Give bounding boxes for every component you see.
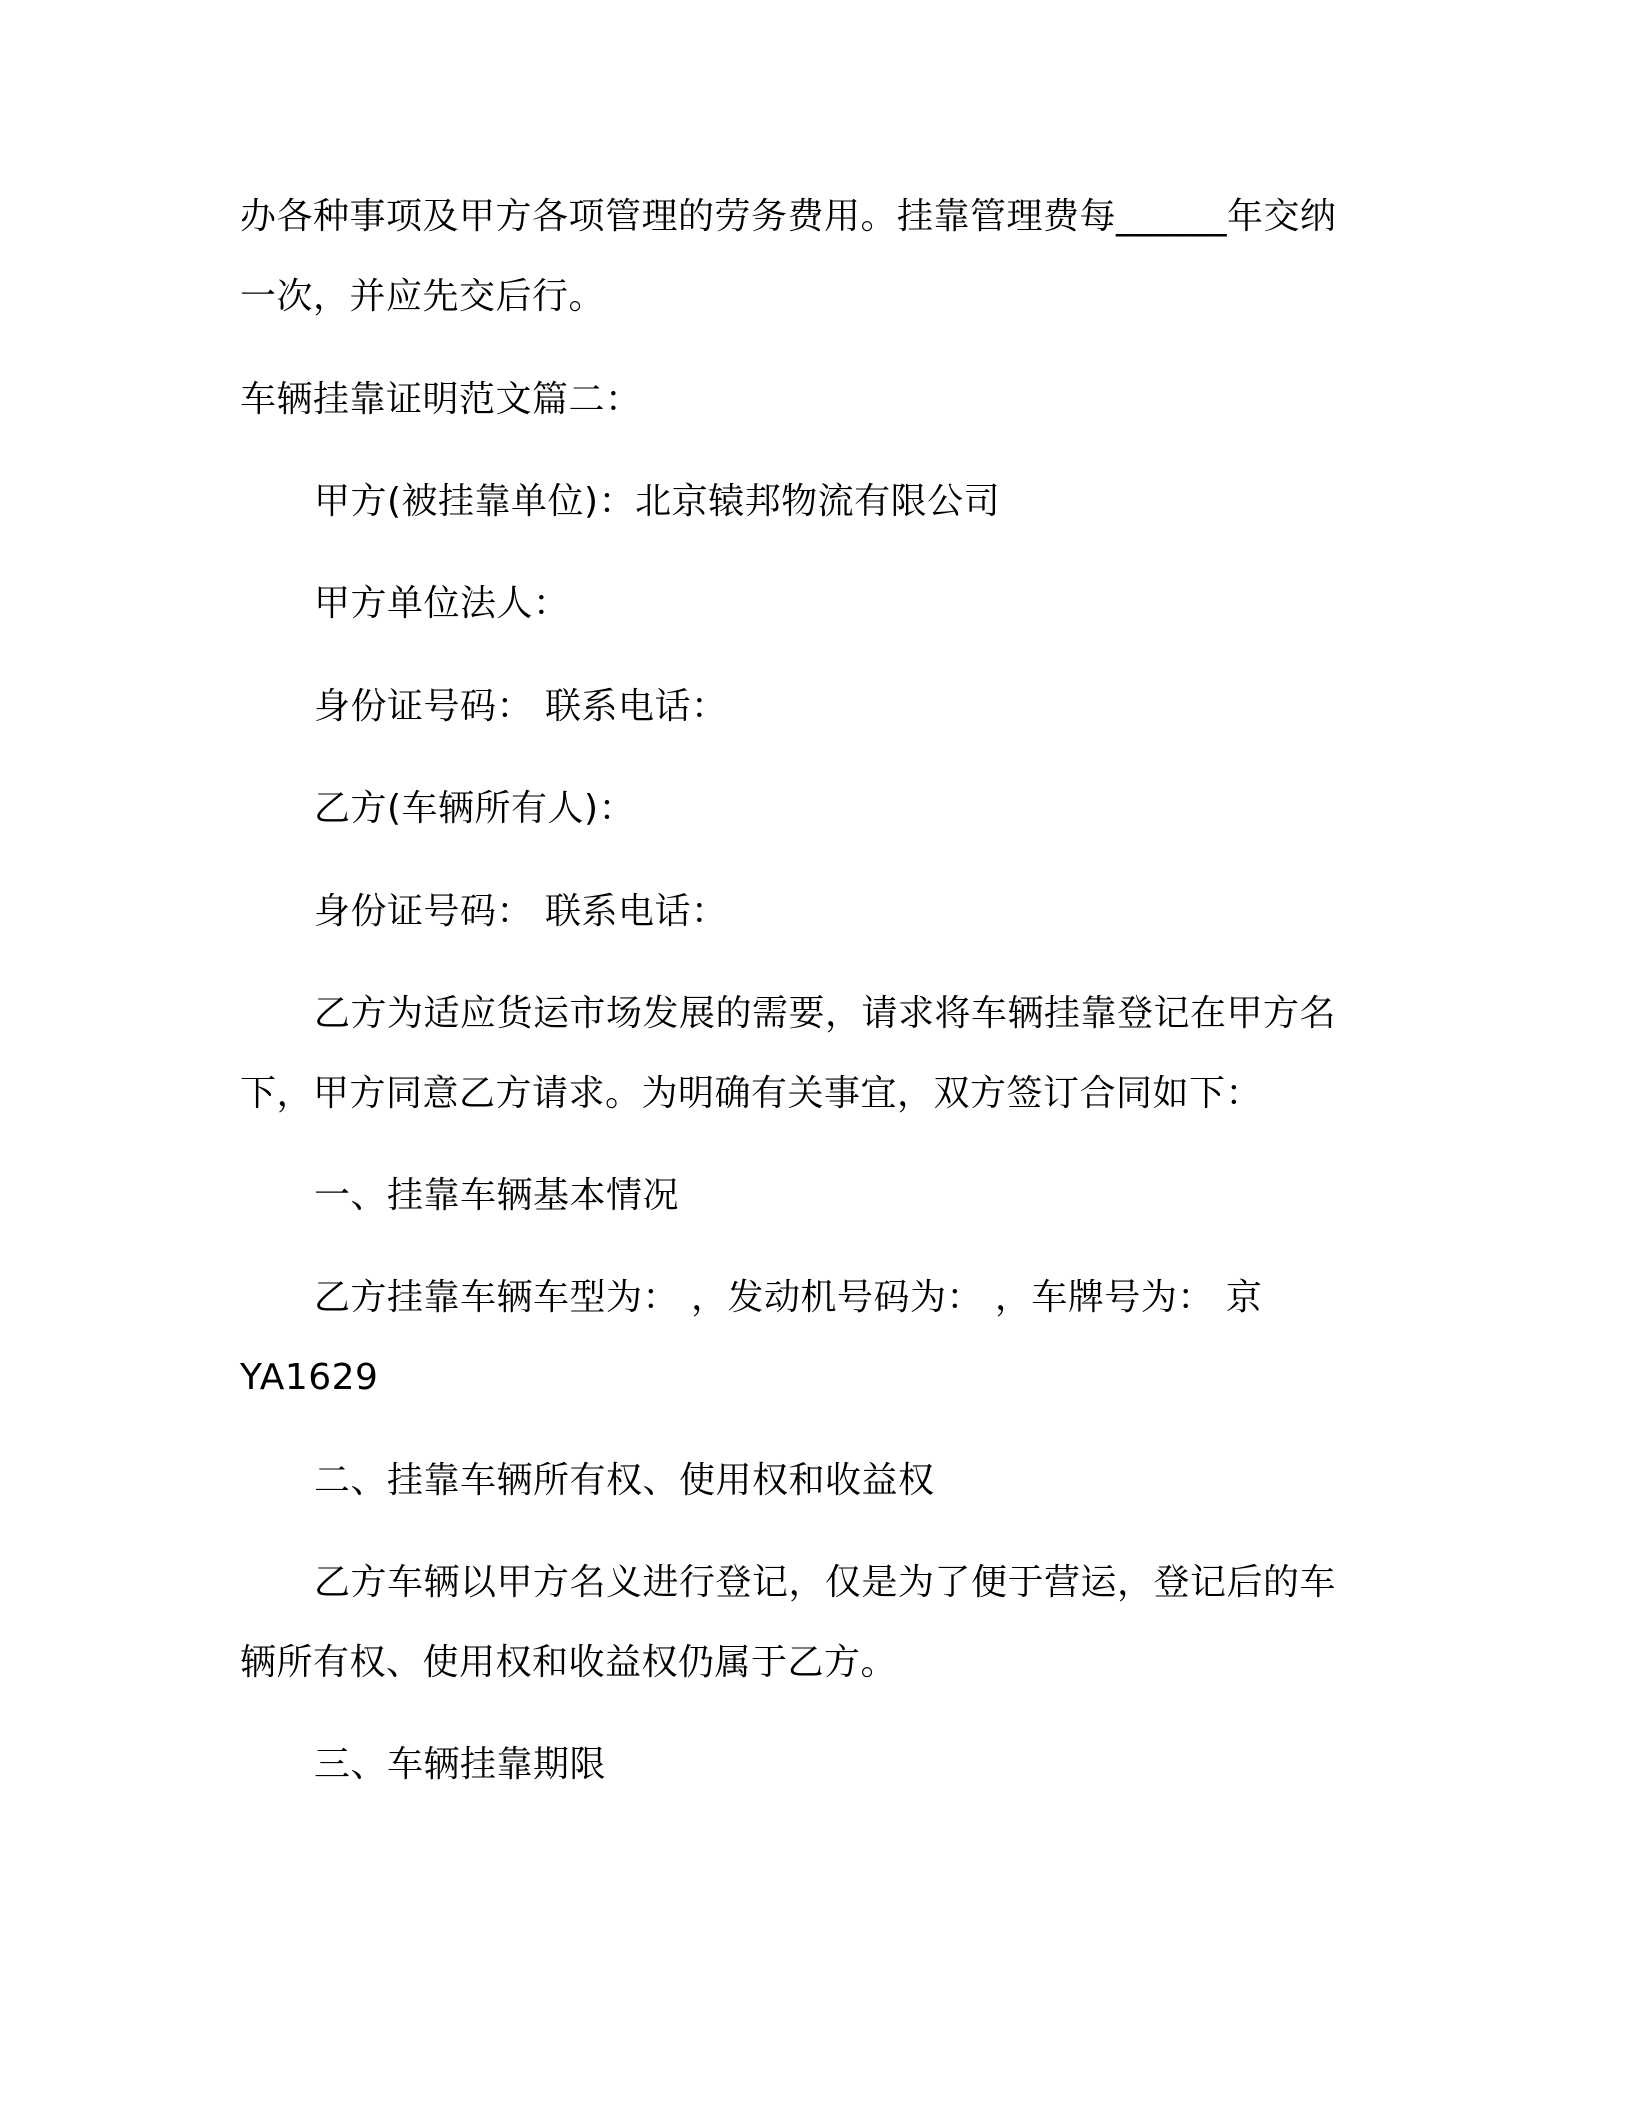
clause-heading: 三、车辆挂靠期限 [314, 1744, 607, 1785]
paragraph-line: 一次，并应先交后行。 [240, 276, 606, 317]
paragraph-line: YA1629 [240, 1357, 379, 1398]
party-b-id-phone-line: 身份证号码： 联系电话： [314, 891, 728, 932]
paragraph-line: 办各种事项及甲方各项管理的劳务费用。挂靠管理费每______年交纳 [240, 196, 1337, 237]
paragraph-line: 下，甲方同意乙方请求。为明确有关事宜，双方签订合同如下： [240, 1073, 1263, 1114]
paragraph-line: 乙方车辆以甲方名义进行登记，仅是为了便于营运，登记后的车 [314, 1562, 1337, 1603]
clause-heading: 一、挂靠车辆基本情况 [314, 1175, 680, 1216]
clause-heading: 二、挂靠车辆所有权、使用权和收益权 [314, 1460, 935, 1501]
party-a-id-phone-line: 身份证号码： 联系电话： [314, 686, 728, 727]
party-a-line: 甲方(被挂靠单位)：北京辕邦物流有限公司 [314, 481, 1001, 522]
paragraph-line: 乙方为适应货运市场发展的需要，请求将车辆挂靠登记在甲方名 [314, 993, 1337, 1034]
party-b-line: 乙方(车辆所有人)： [314, 788, 636, 829]
party-a-representative-line: 甲方单位法人： [314, 583, 570, 624]
paragraph-line: 乙方挂靠车辆车型为： ，发动机号码为： ，车牌号为： 京 [314, 1277, 1263, 1318]
section-title: 车辆挂靠证明范文篇二： [240, 379, 642, 420]
paragraph-line: 辆所有权、使用权和收益权仍属于乙方。 [240, 1642, 898, 1683]
